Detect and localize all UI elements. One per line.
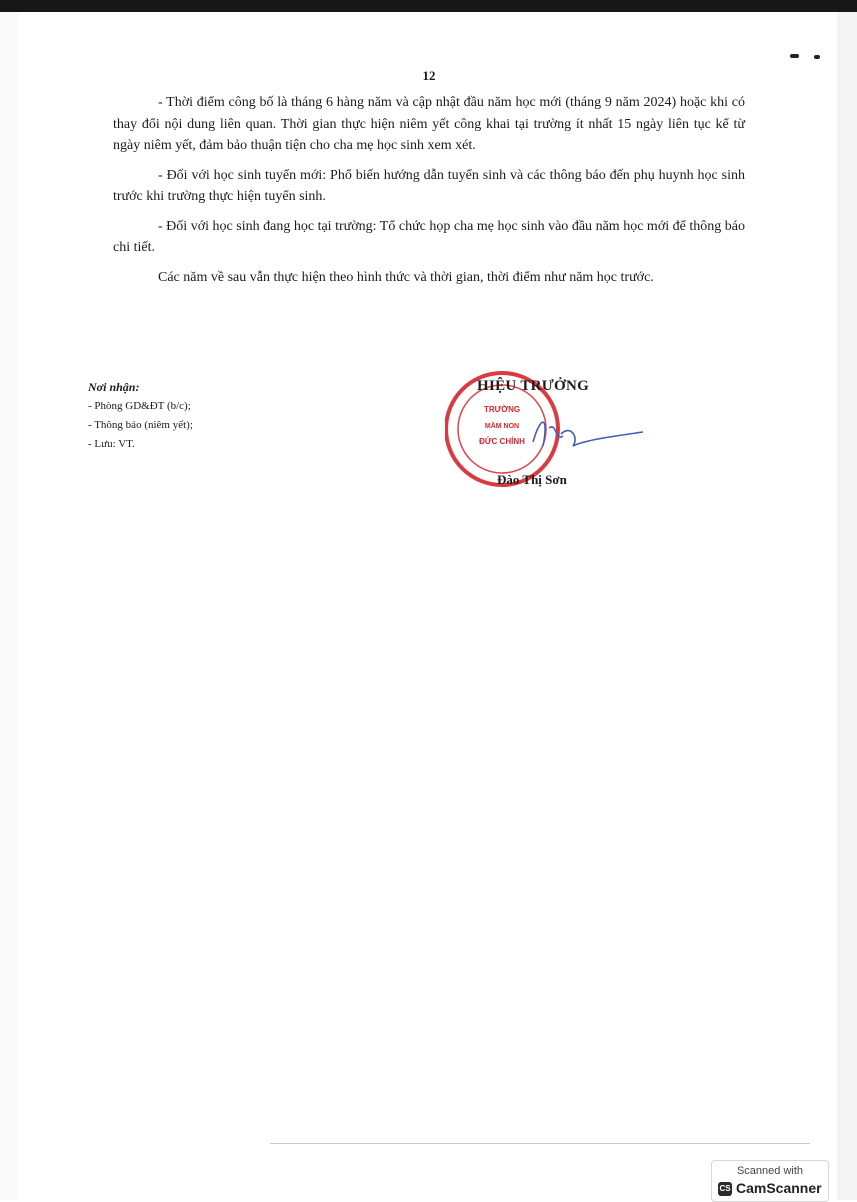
document-page [30,12,836,1147]
camscanner-watermark [711,1160,829,1202]
page-number: 12 [422,68,436,83]
watermark-line2: CamScanner [736,1180,822,1196]
recipient-item: - Phòng GD&ĐT (b/c); [88,400,191,412]
signature-title: HIỆU TRƯỞNG [477,378,590,394]
signer-name: Đào Thị Sơn [497,472,567,487]
recipient-item: - Lưu: VT. [88,438,135,450]
paragraph-publication-time: - Thời điểm công bố là tháng 6 hàng năm và cập nhật đầu năm học mới (tháng 9 năm 2024) hoặc khi có thay đổi nội dung liên quan. Thời gian thực hiện niêm yết công khai tại trường ít nhất 15 ngày liên tục kể từ ngày niêm yết, đảm bảo thuận tiện cho cha mẹ học sinh xem xét. [113,95,745,153]
recipients-block [88,378,193,454]
svg-text:MẦM NON: MẦM NON [484,423,520,430]
recipients-title: Nơi nhận: [88,380,140,394]
paragraph-current-students: - Đối với học sinh đang học tại trường: Tổ chức họp cha mẹ học sinh vào đầu năm học mới để thông báo chi tiết. [113,218,745,255]
recipient-item: - Thông báo (niêm yết); [88,419,193,431]
svg-text:TRƯỜNG: TRƯỜNG [483,405,521,414]
scan-right-margin [837,12,857,1200]
svg-text:ĐỨC CHÍNH: ĐỨC CHÍNH [479,437,525,446]
signature-block [445,364,645,504]
paragraph-new-students: - Đối với học sinh tuyển mới: Phổ biến hướng dẫn tuyển sinh và các thông báo đến phụ huynh học sinh trước khi trường thực hiện tuyển sinh. [113,167,745,204]
top-dark-bar [0,0,857,12]
body-text [113,92,745,296]
scan-left-margin [0,12,18,1200]
watermark-line1: Scanned with [736,1165,804,1177]
handwritten-signature [533,422,643,446]
page-bottom-edge [270,1143,810,1144]
camscanner-logo-icon: CS [718,1182,732,1196]
paragraph-following-years: Các năm về sau vẫn thực hiện theo hình thức và thời gian, thời điểm như năm học trước. [158,269,654,285]
